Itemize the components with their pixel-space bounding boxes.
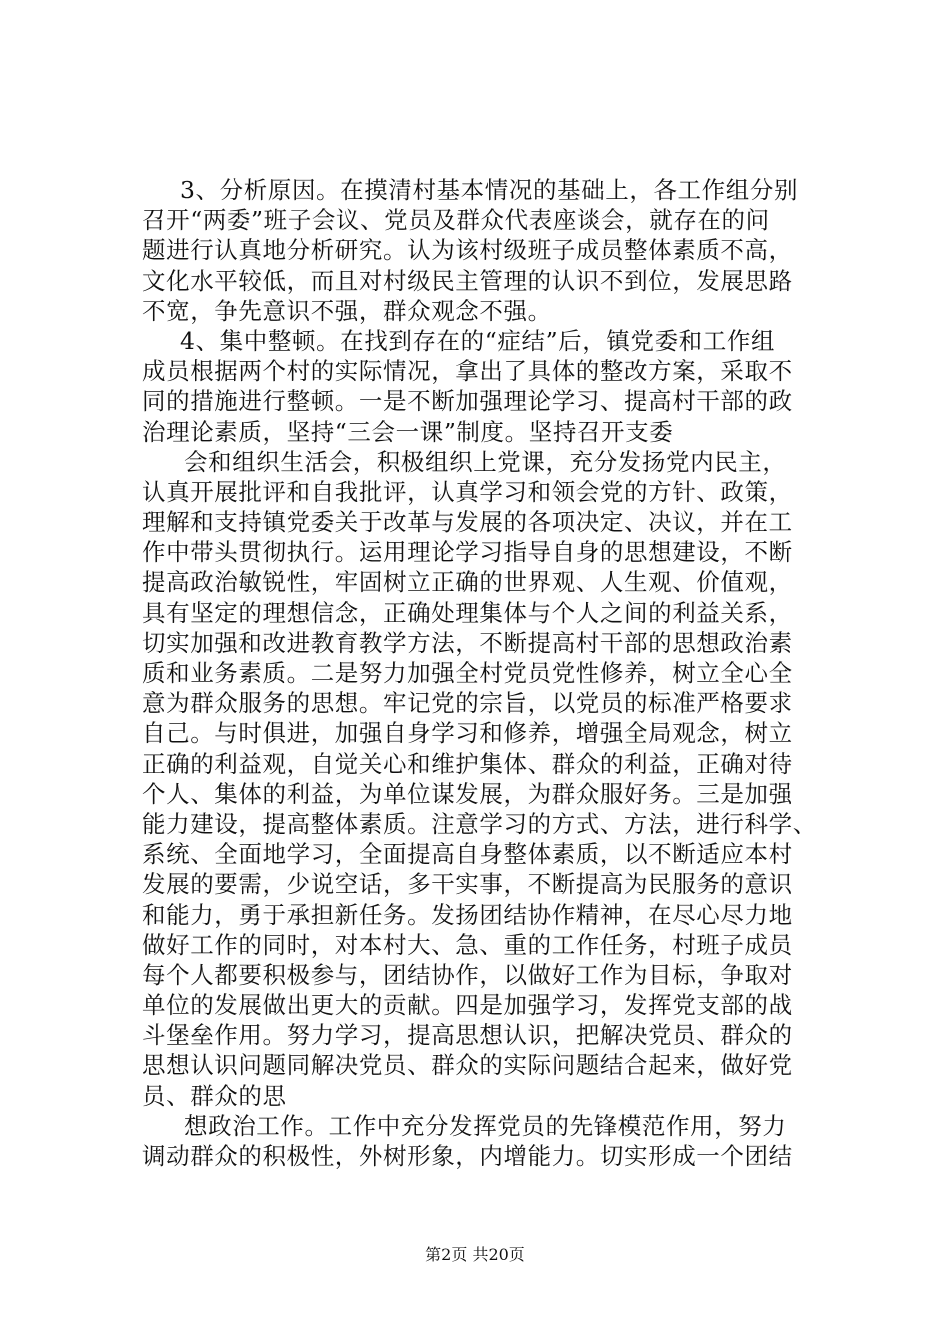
text-line: 召开“两委”班子会议、党员及群众代表座谈会，就存在的问 [142, 206, 770, 235]
text-line: 发展的要需，少说空话，多干实事，不断提高为民服务的意识 [142, 870, 793, 899]
text-line: 系统、全面地学习，全面提高自身整体素质，以不断适应本村 [142, 840, 793, 869]
text-line: 每个人都要积极参与，团结协作，以做好工作为目标，争取对 [142, 960, 793, 989]
text-line: 单位的发展做出更大的贡献。四是加强学习，发挥党支部的战 [142, 991, 793, 1020]
page-number-footer: 第2页 共20页 [425, 1245, 525, 1264]
text-line: 思想认识问题同解决党员、群众的实际问题结合起来，做好党 [142, 1051, 793, 1080]
text-line: 员、群众的思 [142, 1081, 287, 1110]
text-line: 治理论素质，坚持“三会一课”制度。坚持召开支委 [142, 417, 674, 446]
text-line: 意为群众服务的思想。牢记党的宗旨，以党员的标准严格要求 [142, 689, 793, 718]
text-line: 和能力，勇于承担新任务。发扬团结协作精神，在尽心尽力地 [142, 900, 793, 929]
text-line: 不宽，争先意识不强，群众观念不强。 [142, 296, 552, 325]
text-line: 3、分析原因。在摸清村基本情况的基础上，各工作组分别 [180, 176, 799, 204]
text-line: 提高政治敏锐性，牢固树立正确的世界观、人生观、价值观， [142, 568, 793, 597]
text-line: 文化水平较低，而且对村级民主管理的认识不到位，发展思路 [142, 266, 793, 295]
text-line: 质和业务素质。二是努力加强全村党员党性修养，树立全心全 [142, 659, 793, 687]
text-line: 斗堡垒作用。努力学习，提高思想认识，把解决党员、群众的 [142, 1021, 793, 1050]
body-text [142, 175, 842, 1171]
text-line: 作中带头贯彻执行。运用理论学习指导自身的思想建设，不断 [142, 538, 793, 567]
text-line: 认真开展批评和自我批评，认真学习和领会党的方针、政策， [142, 477, 793, 506]
text-line: 会和组织生活会，积极组织上党课，充分发扬党内民主， [184, 447, 787, 476]
text-line: 个人、集体的利益，为单位谋发展，为群众服好务。三是加强 [142, 779, 793, 808]
text-line: 题进行认真地分析研究。认为该村级班子成员整体素质不高， [142, 236, 793, 265]
text-line: 具有坚定的理想信念，正确处理集体与个人之间的利益关系， [142, 598, 793, 627]
text-line: 切实加强和改进教育教学方法，不断提高村干部的思想政治素 [142, 628, 793, 657]
text-line: 自己。与时俱进，加强自身学习和修养，增强全局观念，树立 [142, 719, 793, 748]
text-line: 同的措施进行整顿。一是不断加强理论学习、提高村干部的政 [142, 387, 793, 416]
text-line: 想政治工作。工作中充分发挥党员的先锋模范作用，努力 [184, 1111, 787, 1140]
text-line: 调动群众的积极性，外树形象，内增能力。切实形成一个团结 [142, 1142, 793, 1170]
text-line: 成员根据两个村的实际情况，拿出了具体的整改方案，采取不 [142, 357, 793, 386]
text-line: 理解和支持镇党委关于改革与发展的各项决定、决议，并在工 [142, 508, 793, 537]
text-line: 能力建设，提高整体素质。注意学习的方式、方法，进行科学、 [142, 809, 817, 838]
text-line: 4、集中整顿。在找到存在的“症结”后，镇党委和工作组 [180, 326, 776, 355]
text-line: 正确的利益观，自觉关心和维护集体、群众的利益，正确对待 [142, 749, 793, 778]
text-line: 做好工作的同时，对本村大、急、重的工作任务，村班子成员 [142, 930, 793, 959]
